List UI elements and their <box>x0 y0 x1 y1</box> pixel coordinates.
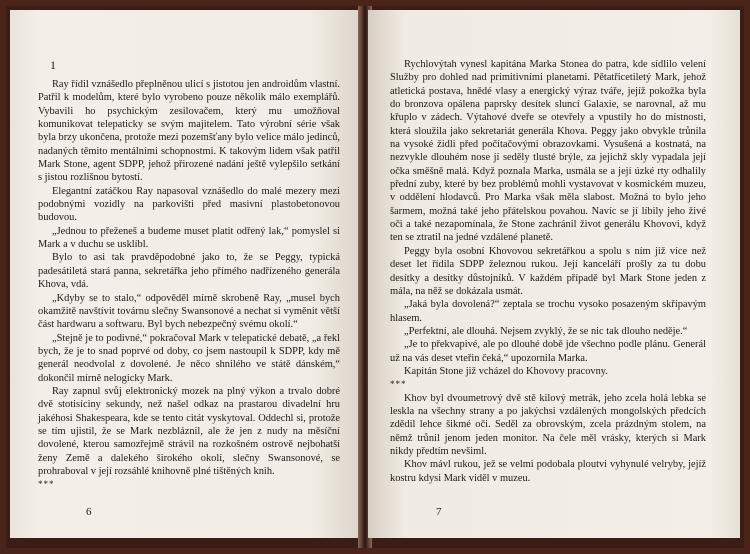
paragraph: Khov mávl rukou, jež se velmi podobala ploutvi vyhynulé velryby, jejíž kostru kdysi Mark viděl v muzeu. <box>390 459 706 484</box>
paragraph: Khov byl dvoumetrový dvě stě kilový metrák, jeho zcela holá lebka se leskla na všechny strany a po jakýchsi vzdálených mongolských předcích zdědil lehce šikmé oči. Seděl za obrovským, zcela prázdným stolem, na němž trůnil jenom jeden monitor. Na čele měl vrásky, kterých si Mark nikdy předtím nevšiml. <box>390 392 706 457</box>
open-book <box>6 6 744 548</box>
right-page <box>368 10 740 538</box>
paragraph: „Perfektní, ale dlouhá. Nejsem zvyklý, že se nic tak dlouho neděje.“ <box>404 325 688 337</box>
paragraph: Ray zapnul svůj elektronický mozek na plný výkon a trvalo dobré dvě stotisíciny sekundy, než našel odkaz na prastarou divadelní hru jakéhosi Shakespeara, kde se tento citát vyskytoval. Oddechl si, protože se tím ujistil, že se Mark nezbláznil, ale že jen z nudy na měsíční dovolené, kterou samozřejmě strávil na rozkošném ostrově nejbohatší ženy Země a dalekého širokého okolí, slečny Swansonové, se prohraboval v její rozsáhlé knihovně plné tištěných knih. <box>38 385 340 477</box>
chapter-number: 1 <box>50 58 56 72</box>
paragraph: Rychlovýtah vynesl kapitána Marka Stonea do patra, kde sídlilo velení Služby pro dohled nad primitivními planetami. Pětatřicetiletý Mark, jehož atletická postava, hnědé vlasy a energický výraz tváře, jejíž pokožka byla do bronzova opálena paprsky desítek sluncí Galaxie, se narovnal, až mu křuplo v zádech. Výtahové dveře se otevřely a vpustily ho do místnosti, která sloužila jako sekretariát generála Khova. Peggy jako obvykle trůnila na vysoké židli před počítačovými obrazovkami. Vysušená a kostnatá, na nezvykle dlouhém nose jí seděly tlusté brýle, za jejichž skly vypadala její očka směšně malá. Když poznala Marka, usmála se a její úzké rty odhalily přední zuby, které by bez problémů mohli vystavovat v kosmickém muzeu, v oddělení hlodavců. Pro Marka však měla slabost. Možná to bylo jeho šarmem, možná také jeho přátelskou povahou. Navíc se jí líbily jeho živé oči a také nezapomínala, že Stone zachránil život generálu Khovovi, když ten se ztratil na jedné vzdálené planetě. <box>390 59 706 244</box>
paragraph: „Je to překvapivé, ale po dlouhé době jde všechno podle plánu. Generál už na vás deset vteřin čeká,“ upozornila Marka. <box>390 339 706 364</box>
paragraph: Bylo to asi tak pravděpodobné jako to, že se Peggy, typická padesátiletá stará panna, sekretářka jeho přímého nadřízeného generála Khova, vdá. <box>38 252 340 291</box>
paragraph: „Stejně je to podivné,“ pokračoval Mark v telepatické debatě, „a řekl bych, že je to snad poprvé od doby, co jsem nastoupil k SDPP, kdy mě generál neodvolal z dovolené. Je něco shnilého ve státě dánském,“ dokončil mírně nelogicky Mark. <box>38 332 340 384</box>
section-separator: *** <box>390 379 407 390</box>
page-number: 6 <box>86 506 92 518</box>
left-page <box>10 10 362 538</box>
paragraph: „Jednou to přeženeš a budeme muset platit odřený lak,“ pomyslel si Mark a v duchu se usklíbl. <box>38 225 340 251</box>
left-page-text <box>38 78 340 492</box>
paragraph: Ray řídil vznášedlo přeplněnou ulicí s jistotou jen androidům vlastní. Patřil k modelům, které bylo vyrobeno pouze několik málo exemplářů. Vybavili ho psychickým zesilovačem, který mu umožňoval komunikovat telepaticky se svým majitelem. Tato výrobní série však byla brzy ukončena, protože mezi pozemšťany bylo velice málo jedinců, nadaných těmito mentálními schopnostmi. K takovým lidem však patřil Mark Stone, agent SDPP, jehož přirozené nadání ještě vylepšilo setkání s jistou rozlišnou bytostí. <box>38 79 340 184</box>
paragraph: Elegantní zatáčkou Ray napasoval vznášedlo do malé mezery mezi podobnými vozidly na parkovišti před masivní plastobetonovou budovou. <box>38 185 340 224</box>
section-separator: *** <box>38 479 55 490</box>
paragraph: Peggy byla osobní Khovovou sekretářkou a spolu s ním již více než deset let řídila SDPP železnou rukou. Její kanceláří prošly za tu dobu desítky a desítky důstojníků. V každém případě byl Mark Stone jeden z mála, na něž se dokázala usmát. <box>390 245 706 297</box>
right-page-text <box>390 58 706 485</box>
paragraph: Kapitán Stone již vcházel do Khovovy pracovny. <box>404 365 608 377</box>
paragraph: „Kdyby se to stalo,“ odpověděl mírně skrobeně Ray, „musel bych okamžitě navštívit továrnu slečny Swansonové a nechat si vyměnit větší část hardwaru a softwaru. Byl bych nebezpečný svému okolí.“ <box>38 292 340 331</box>
paragraph: „Jaká byla dovolená?“ zeptala se trochu vysoko posazeným skřípavým hlasem. <box>390 299 706 324</box>
page-number: 7 <box>436 506 442 518</box>
